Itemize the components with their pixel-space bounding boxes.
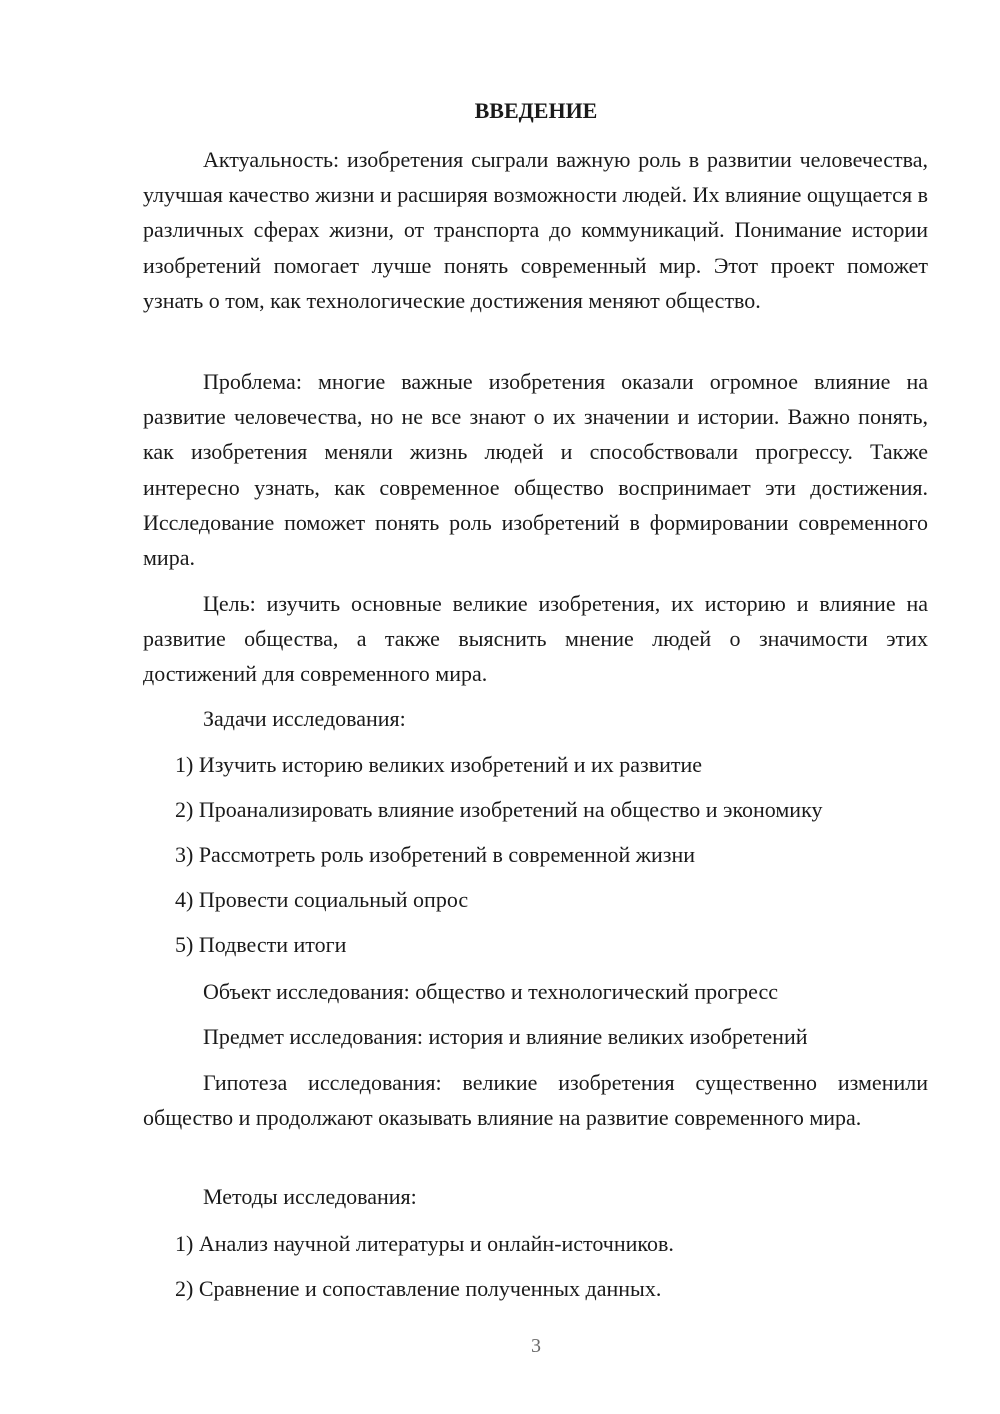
section-title: ВВЕДЕНИЕ [474,98,598,123]
task-item: 2) Проанализировать влияние изобретений на общество и экономику [175,797,823,822]
methods-heading: Методы исследования: [203,1184,417,1209]
hypothesis-paragraph: Гипотеза исследования: великие изобретения существенно изменили общество и продолжают оказывать влияние на развитие современного мира. [143,1070,928,1131]
task-item: 5) Подвести итоги [175,932,347,957]
task-item: 3) Рассмотреть роль изобретений в современной жизни [175,842,696,867]
page-number: 3 [531,1335,541,1357]
research-object: Объект исследования: общество и технологический прогресс [203,979,778,1004]
task-item: 1) Изучить историю великих изобретений и их развитие [175,752,703,777]
goal-paragraph: Цель: изучить основные великие изобретения, их историю и влияние на развитие общества, а также выяснить мнение людей о значимости этих достижений для современного мира. [143,591,928,687]
method-item: 2) Сравнение и сопоставление полученных данных. [175,1276,662,1301]
problem-paragraph: Проблема: многие важные изобретения оказали огромное влияние на развитие человечества, но не все знают о их значении и истории. Важно понять, как изобретения меняли жизнь людей и способствовали прогрессу. Также интересно узнать, как современное общество воспринимает эти достижения. Исследование поможет понять роль изобретений в формировании современного мира. [143,369,928,571]
task-item: 4) Провести социальный опрос [175,887,469,912]
method-item: 1) Анализ научной литературы и онлайн-источников. [175,1231,674,1256]
research-subject: Предмет исследования: история и влияние великих изобретений [203,1024,808,1049]
tasks-heading: Задачи исследования: [203,706,406,731]
relevance-paragraph: Актуальность: изобретения сыграли важную роль в развитии человечества, улучшая качество жизни и расширяя возможности людей. Их влияние ощущается в различных сферах жизни, от транспорта до коммуникаций. Понимание истории изобретений помогает лучше понять современный мир. Этот проект поможет узнать о том, как технологические достижения меняют общество. [143,147,928,313]
